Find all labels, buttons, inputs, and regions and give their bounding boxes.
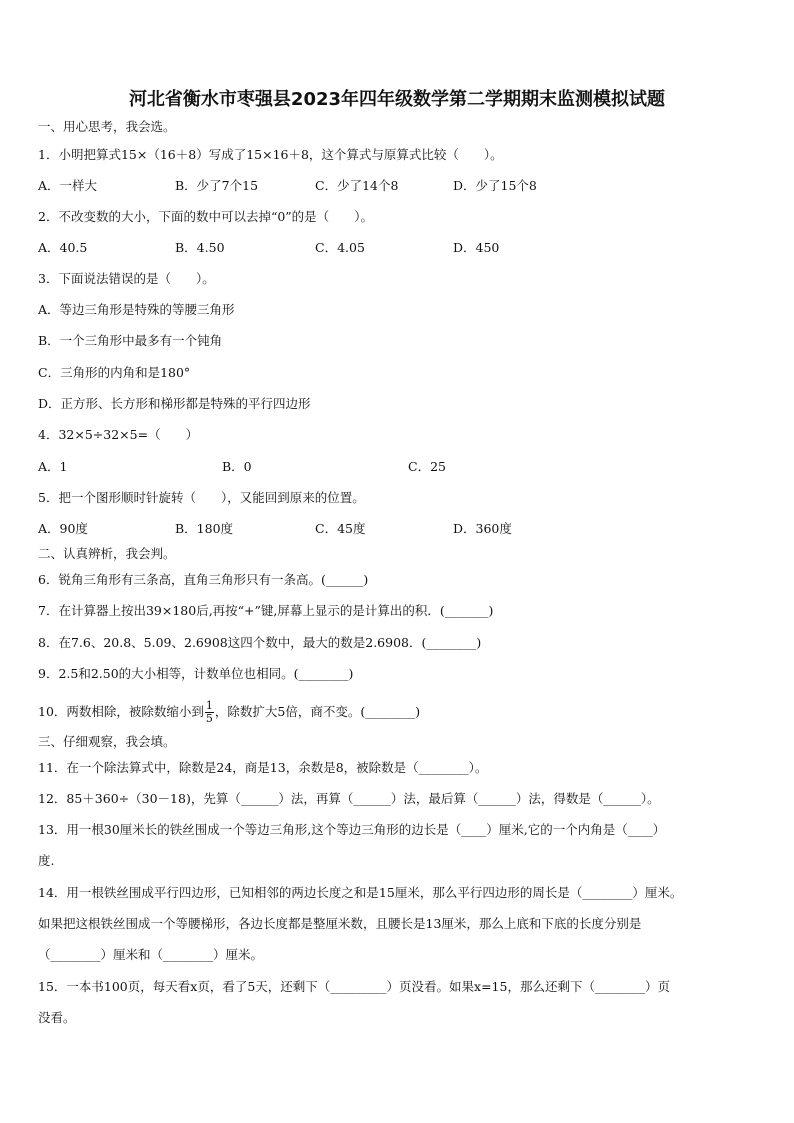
question-14-line-3: （________）厘米和（________）厘米。 [38,947,264,962]
question-3-option-c: C．三角形的内角和是180° [38,365,191,380]
question-10 [38,700,764,725]
option-b: B．180度 [175,521,234,536]
question-5-stem: 5．把一个图形顺时针旋转（ ），又能回到原来的位置。 [38,490,365,505]
option-a: A．1 [38,459,68,474]
question-12: 12．85＋360÷（30－18)，先算（______）法，再算（______）法，最后算（______）法，得数是（______）。 [38,791,660,806]
question-13-line-2: 度. [38,853,55,868]
question-9: 9．2.5和2.50的大小相等，计数单位也相同。(________) [38,666,354,681]
section-heading-2: 二、认真辨析，我会判。 [38,546,176,561]
question-7: 7．在计算器上按出39×180后,再按“+”键,屏幕上显示的是计算出的积．(_______) [38,603,494,618]
section-heading-1: 一、用心思考，我会选。 [38,119,176,134]
option-d: D．450 [453,240,500,255]
question-10-after: ，除数扩大5倍，商不变。(________) [214,704,421,719]
question-6: 6．锐角三角形有三条高，直角三角形只有一条高。(______) [38,572,369,587]
option-a: A．一样大 [38,178,98,193]
question-10-before: 10．两数相除，被除数缩小到 [38,704,204,719]
option-d: D．少了15个8 [453,178,537,193]
question-13-line-1: 13．用一根30厘米长的铁丝围成一个等边三角形,这个等边三角形的边长是（____）厘米,它的一个内角是（____） [38,822,666,837]
fraction-denominator: 5 [205,712,213,725]
option-c: C．4.05 [315,240,365,255]
question-1-stem: 1．小明把算式15×（16＋8）写成了15×16＋8，这个算式与原算式比较（ ）。 [38,147,503,162]
option-b: B．4.50 [175,240,225,255]
question-8: 8．在7.6、20.8、5.09、2.6908这四个数中，最大的数是2.6908．(________) [38,635,482,650]
option-c: C．45度 [315,521,366,536]
section-heading-3: 三、仔细观察，我会填。 [38,734,176,749]
question-3-option-b: B．一个三角形中最多有一个钝角 [38,333,223,348]
fraction-one-fifth [205,700,214,725]
question-14-line-2: 如果把这根铁丝围成一个等腰梯形，各边长度都是整厘米数，且腰长是13厘米，那么上底和下底的长度分别是 [38,916,642,931]
question-3-stem: 3．下面说法错误的是（ ）。 [38,271,215,286]
page-title: 河北省衡水市枣强县2023年四年级数学第二学期期末监测模拟试题 [128,89,666,110]
option-a: A．90度 [38,521,88,536]
question-14-line-1: 14．用一根铁丝围成平行四边形，已知相邻的两边长度之和是15厘米，那么平行四边形的周长是（________）厘米。 [38,885,683,900]
option-d: D．360度 [453,521,512,536]
option-c: C．25 [408,459,446,474]
question-4-stem: 4．32×5÷32×5=（ ） [38,427,199,442]
question-15-line-2: 没看。 [38,1010,76,1025]
question-11: 11．在一个除法算式中，除数是24，商是13，余数是8，被除数是（________）。 [38,760,488,775]
question-2-stem: 2．不改变数的大小，下面的数中可以去掉“0”的是（ ）。 [38,209,373,224]
option-b: B．0 [222,459,252,474]
question-3-option-d: D．正方形、长方形和梯形都是特殊的平行四边形 [38,396,311,411]
option-c: C．少了14个8 [315,178,399,193]
question-15-line-1: 15．一本书100页，每天看x页，看了5天，还剩下（_________）页没看。如果x=15，那么还剩下（________）页 [38,979,670,994]
option-a: A．40.5 [38,240,88,255]
question-3-option-a: A．等边三角形是特殊的等腰三角形 [38,302,235,317]
fraction-numerator: 1 [205,699,213,712]
option-b: B．少了7个15 [175,178,259,193]
